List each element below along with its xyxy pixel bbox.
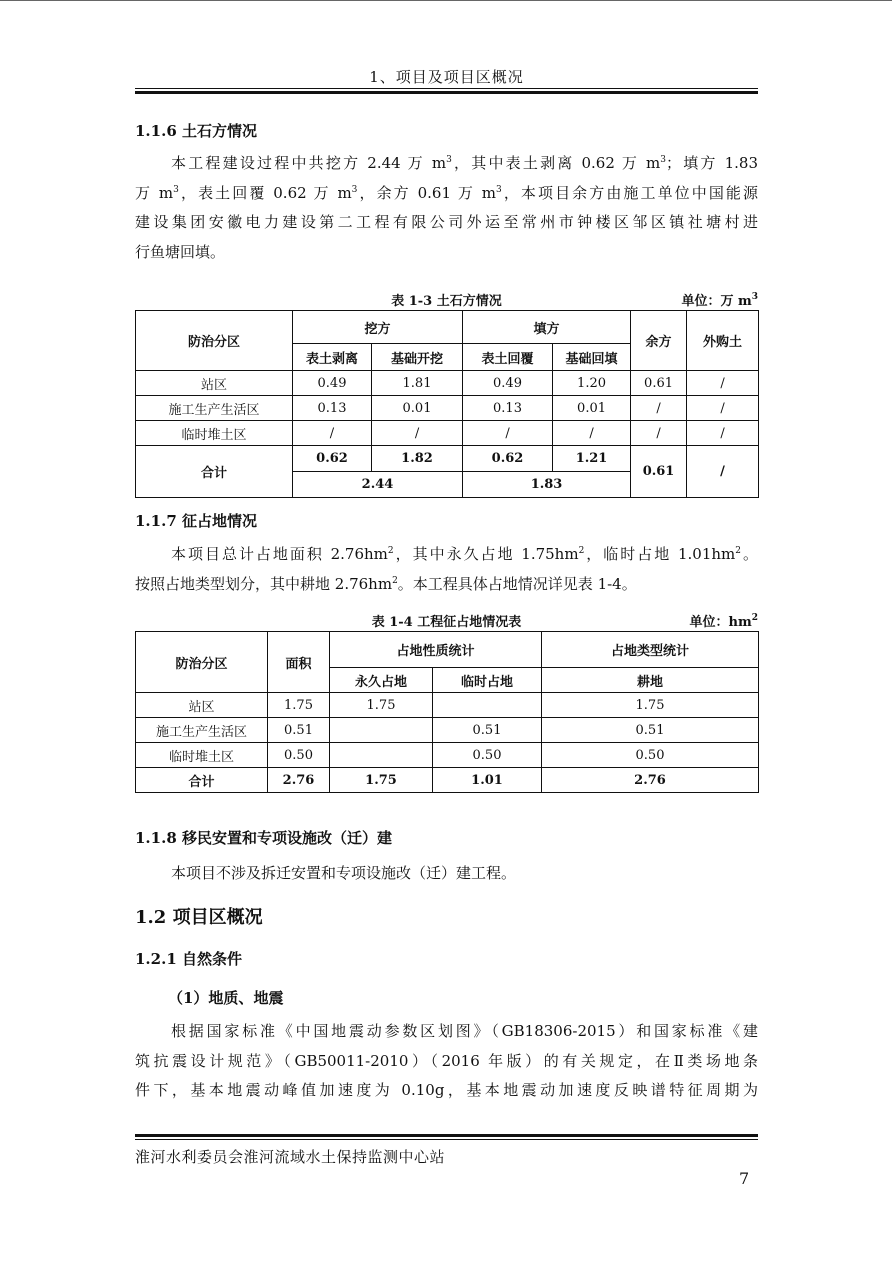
table-cell: 站区 xyxy=(136,371,293,396)
table-cell: 2.76 xyxy=(542,768,759,793)
table-cell: / xyxy=(631,421,687,446)
table-cell: 1.75 xyxy=(268,693,330,718)
header-fill: 填方 xyxy=(463,311,631,344)
land-occupation-table xyxy=(135,631,759,793)
table-cell: / xyxy=(687,396,759,421)
header-cut: 挖方 xyxy=(293,311,463,344)
table-cell: 0.61 xyxy=(631,446,687,498)
table-cell: / xyxy=(553,421,631,446)
table-cell: 0.13 xyxy=(293,396,372,421)
table-cell: 2.76 xyxy=(268,768,330,793)
header-foundation-fill: 基础回填 xyxy=(553,344,631,371)
table-cell: 0.62 xyxy=(463,446,553,472)
table-row xyxy=(136,743,759,768)
footer-rule-thick xyxy=(135,1134,758,1137)
header-temporary: 临时占地 xyxy=(433,668,542,693)
table-cell: 站区 xyxy=(136,693,268,718)
header-purchased: 外购土 xyxy=(687,311,759,371)
header-rule-thin xyxy=(135,88,758,89)
table-cell: 0.51 xyxy=(542,718,759,743)
table-cell: 1.75 xyxy=(542,693,759,718)
paragraph-line: 件下，基本地震动峰值加速度为 0.10g，基本地震动加速度反映谱特征周期为 xyxy=(135,1081,758,1099)
table-row xyxy=(136,396,759,421)
paragraph-line: 本工程建设过程中共挖方 2.44 万 $m^3$，其中表土剥离 0.62 万 $m^3$；填方 1.83 xyxy=(171,154,758,172)
table-1-3-caption xyxy=(135,290,758,308)
table-cell: 1.81 xyxy=(372,371,463,396)
table-cell: 0.01 xyxy=(372,396,463,421)
page-top-border xyxy=(0,0,892,1)
paragraph-line: 万 $m^3$，表土回覆 0.62 万 $m^3$，余方 0.61 万 $m^3$，本项目余方由施工单位中国能源 xyxy=(135,183,758,202)
table-cell xyxy=(330,743,433,768)
header-topsoil-strip: 表土剥离 xyxy=(293,344,372,371)
table-cell: 2.44 xyxy=(293,472,463,498)
table-1-4-caption xyxy=(135,611,758,629)
table-cell: 施工生产生活区 xyxy=(136,718,268,743)
header-farmland: 耕地 xyxy=(542,668,759,693)
section-heading-1-1-6: 1.1.6 土石方情况 xyxy=(135,122,257,140)
table-unit-label: 单位：$hm^2$ xyxy=(689,613,758,630)
header-nature: 占地性质统计 xyxy=(330,632,542,668)
section-heading-1-2: 1.2 项目区概况 xyxy=(135,907,263,928)
section-heading-1-1-7: 1.1.7 征占地情况 xyxy=(135,512,257,530)
table-cell: 施工生产生活区 xyxy=(136,396,293,421)
table-cell: / xyxy=(687,371,759,396)
table-caption-title: 表 1-4 工程征占地情况表 xyxy=(371,615,522,630)
table-cell: 0.51 xyxy=(268,718,330,743)
table-cell: 0.62 xyxy=(293,446,372,472)
paragraph-line: 按照占地类型划分，其中耕地 $2.76hm^2$。本工程具体占地情况详见表 1-4。 xyxy=(135,574,637,593)
table-cell: 0.13 xyxy=(463,396,553,421)
header-zone: 防治分区 xyxy=(136,632,268,693)
footer-organization: 淮河水利委员会淮河流域水土保持监测中心站 xyxy=(135,1148,446,1166)
section-heading-1-1-8: 1.1.8 移民安置和专项设施改（迁）建 xyxy=(135,829,392,847)
header-area: 面积 xyxy=(268,632,330,693)
table-cell: 0.50 xyxy=(268,743,330,768)
header-type: 占地类型统计 xyxy=(542,632,759,668)
paragraph-resettlement xyxy=(135,859,758,889)
table-cell xyxy=(433,693,542,718)
header-topsoil-cover: 表土回覆 xyxy=(463,344,553,371)
paragraph-line: 根据国家标准《中国地震动参数区划图》（GB18306-2015）和国家标准《建 xyxy=(171,1022,758,1040)
table-total-row xyxy=(136,446,759,472)
table-row xyxy=(136,421,759,446)
header-permanent: 永久占地 xyxy=(330,668,433,693)
table-row xyxy=(136,693,759,718)
table-cell: / xyxy=(631,396,687,421)
table-cell: 临时堆土区 xyxy=(136,421,293,446)
paragraph-land xyxy=(135,540,758,599)
table-caption-title: 表 1-3 土石方情况 xyxy=(391,294,502,309)
header-surplus: 余方 xyxy=(631,311,687,371)
table-cell: 0.50 xyxy=(433,743,542,768)
table-cell: / xyxy=(687,446,759,498)
table-cell: 0.49 xyxy=(293,371,372,396)
header-zone: 防治分区 xyxy=(136,311,293,371)
table-cell: 1.75 xyxy=(330,693,433,718)
paragraph-line: 行鱼塘回填。 xyxy=(135,242,226,261)
table-cell: / xyxy=(372,421,463,446)
footer-rule-thin xyxy=(135,1139,758,1140)
table-cell: 0.01 xyxy=(553,396,631,421)
earthwork-table xyxy=(135,310,759,498)
table-cell: 1.82 xyxy=(372,446,463,472)
table-total-row xyxy=(136,768,759,793)
table-cell: 1.75 xyxy=(330,768,433,793)
table-cell: 临时堆土区 xyxy=(136,743,268,768)
total-label: 合计 xyxy=(136,768,268,793)
table-cell: 0.51 xyxy=(433,718,542,743)
subsection-heading-geology: （1）地质、地震 xyxy=(168,989,284,1007)
header-foundation-cut: 基础开挖 xyxy=(372,344,463,371)
table-cell: / xyxy=(463,421,553,446)
table-cell xyxy=(330,718,433,743)
total-label: 合计 xyxy=(136,446,293,498)
paragraph-line: 建设集团安徽电力建设第二工程有限公司外运至常州市钟楼区邹区镇社塘村进 xyxy=(135,213,758,231)
section-heading-1-2-1: 1.2.1 自然条件 xyxy=(135,950,242,968)
table-row xyxy=(136,371,759,396)
paragraph-line: 本项目不涉及拆迁安置和专项设施改（迁）建工程。 xyxy=(171,864,517,882)
header-rule-thick xyxy=(135,91,758,94)
table-cell: 1.83 xyxy=(463,472,631,498)
table-cell: 1.20 xyxy=(553,371,631,396)
table-unit-label: 单位：万 $m^3$ xyxy=(681,292,758,309)
paragraph-line: 筑抗震设计规范》（GB50011-2010）（2016 年版）的有关规定，在Ⅱ类场地条 xyxy=(135,1051,758,1070)
running-header: 1、项目及项目区概况 xyxy=(369,68,524,86)
page-number: 7 xyxy=(739,1169,750,1188)
table-cell: 0.49 xyxy=(463,371,553,396)
paragraph-line: 本项目总计占地面积 $2.76hm^2$，其中永久占地 $1.75hm^2$，临时占地 $1.01hm^2$。 xyxy=(171,545,758,563)
table-cell: / xyxy=(293,421,372,446)
table-cell: 1.21 xyxy=(553,446,631,472)
paragraph-earthwork xyxy=(135,149,758,267)
table-cell: 0.61 xyxy=(631,371,687,396)
table-cell: 0.50 xyxy=(542,743,759,768)
table-cell: / xyxy=(687,421,759,446)
table-cell: 1.01 xyxy=(433,768,542,793)
paragraph-geology xyxy=(135,1017,758,1106)
table-row xyxy=(136,718,759,743)
